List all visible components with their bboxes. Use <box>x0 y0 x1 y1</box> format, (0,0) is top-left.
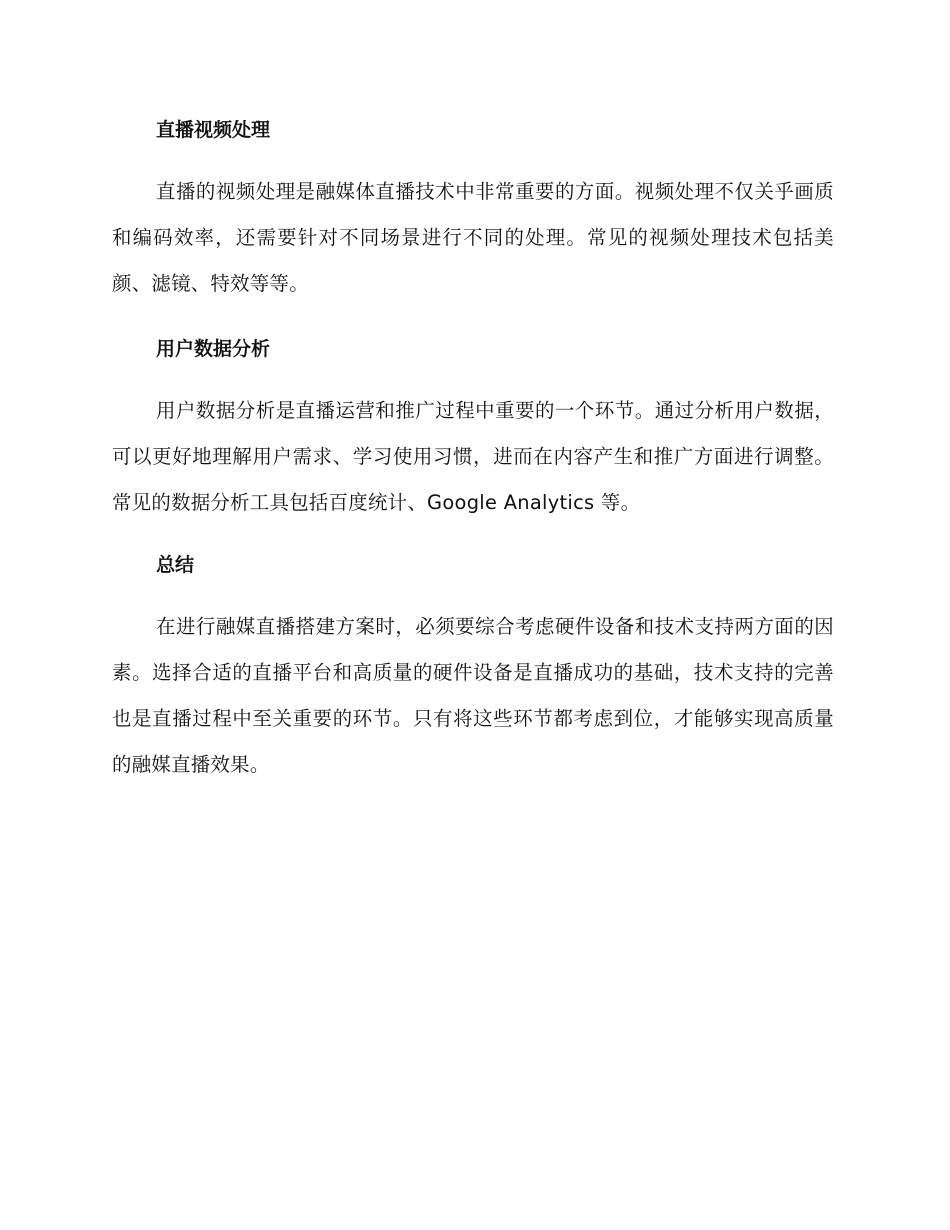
section-paragraph-user-data-analysis: 用户数据分析是直播运营和推广过程中重要的一个环节。通过分析用户数据，可以更好地理解用户需求、学习使用习惯，进而在内容产生和推广方面进行调整。常见的数据分析工具包括百度统计、Google Analytics 等。 <box>112 399 834 514</box>
section-heading-summary: 总结 <box>156 554 195 576</box>
section-paragraph-summary: 在进行融媒直播搭建方案时，必须要综合考虑硬件设备和技术支持两方面的因素。选择合适的直播平台和高质量的硬件设备是直播成功的基础，技术支持的完善也是直播过程中至关重要的环节。只有将这些环节都考虑到位，才能够实现高质量的融媒直播效果。 <box>112 615 834 776</box>
document-page <box>112 112 834 788</box>
section-heading-video-processing: 直播视频处理 <box>156 119 271 141</box>
section-paragraph-video-processing: 直播的视频处理是融媒体直播技术中非常重要的方面。视频处理不仅关乎画质和编码效率，还需要针对不同场景进行不同的处理。常见的视频处理技术包括美颜、滤镜、特效等等。 <box>112 180 834 295</box>
section-heading-user-data-analysis: 用户数据分析 <box>156 338 271 360</box>
